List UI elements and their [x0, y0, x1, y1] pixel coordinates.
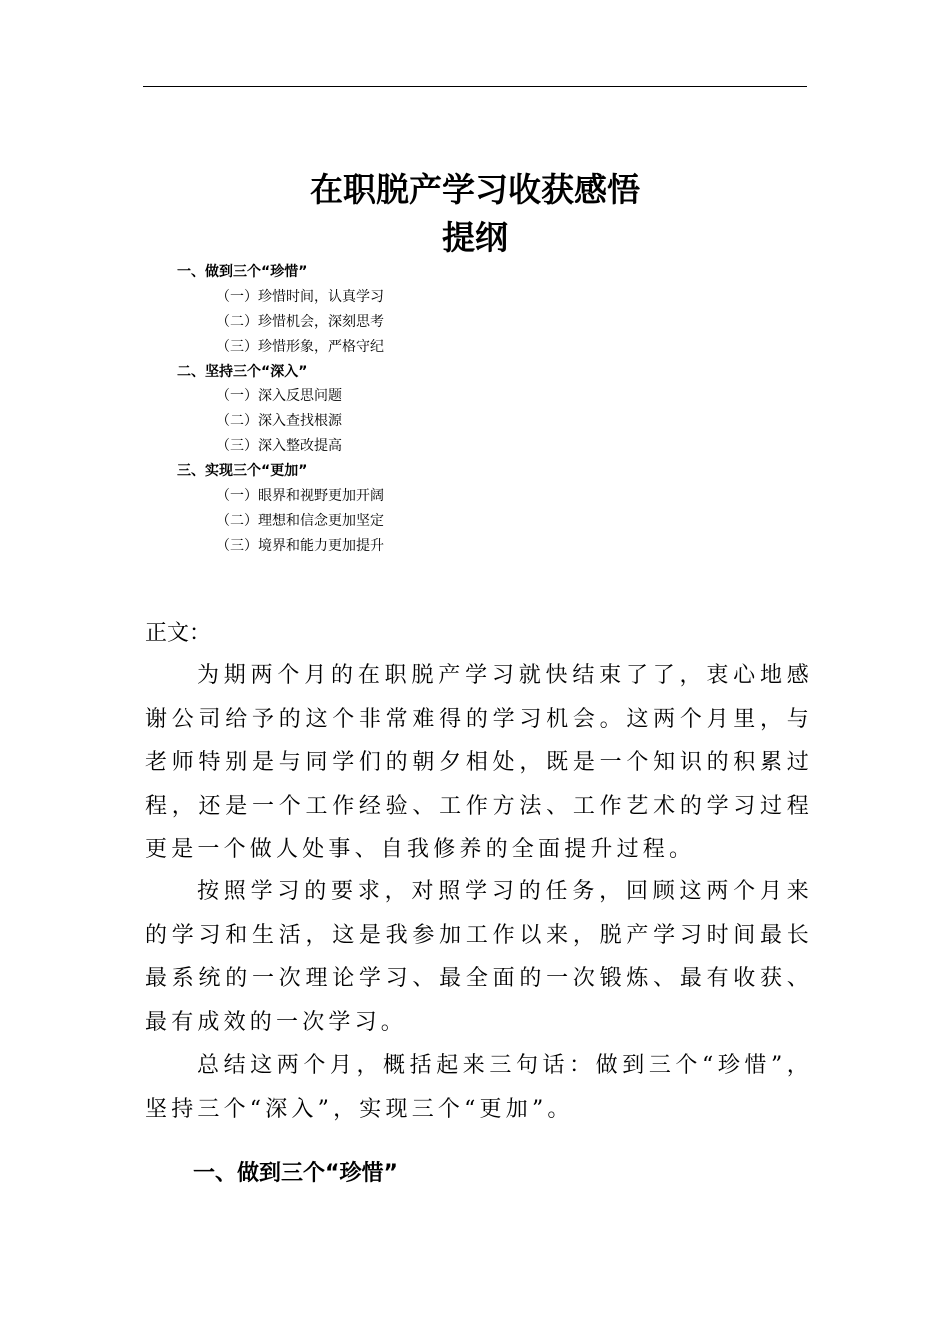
outline-item: （一）珍惜时间，认真学习: [216, 289, 384, 305]
outline-item: （一）深入反思问题: [216, 388, 342, 404]
outline-item: （二）珍惜机会，深刻思考: [216, 314, 384, 330]
outline-item: （二）深入查找根源: [216, 413, 342, 429]
document-subtitle: 提纲: [442, 218, 508, 257]
outline-item: （三）深入整改提高: [216, 438, 342, 454]
body-paragraph-3: 总结这两个月，概括起来三句话：做到三个“珍惜”，坚持三个“深入”，实现三个“更加”。: [145, 1053, 813, 1122]
outline-item: （二）理想和信念更加坚定: [216, 513, 384, 529]
body-label: 正文：: [145, 621, 212, 646]
body-paragraph-2: 按照学习的要求，对照学习的任务，回顾这两个月来的学习和生活，这是我参加工作以来，脱产学习时间最长最系统的一次理论学习、最全面的一次锻炼、最有收获、最有成效的一次学习。: [145, 879, 813, 1035]
outline-item: （三）境界和能力更加提升: [216, 538, 384, 554]
outline-item: （三）珍惜形象，严格守纪: [216, 339, 384, 355]
outline-heading-3: 三、实现三个“更加”: [177, 463, 308, 479]
body-paragraph-1: 为期两个月的在职脱产学习就快结束了了，衷心地感谢公司给予的这个非常难得的学习机会。这两个月里，与老师特别是与同学们的朝夕相处，既是一个知识的积累过程，还是一个工作经验、工作方法、工作艺术的学习过程更是一个做人处事、自我修养的全面提升过程。: [145, 663, 813, 863]
outline-heading-1: 一、做到三个“珍惜”: [177, 264, 308, 280]
outline-heading-2: 二、坚持三个“深入”: [177, 364, 308, 380]
outline-item: （一）眼界和视野更加开阔: [216, 488, 384, 504]
header-rule: [143, 86, 807, 87]
document-title: 在职脱产学习收获感悟: [310, 170, 640, 209]
section-heading-1: 一、做到三个“珍惜”: [193, 1161, 398, 1186]
